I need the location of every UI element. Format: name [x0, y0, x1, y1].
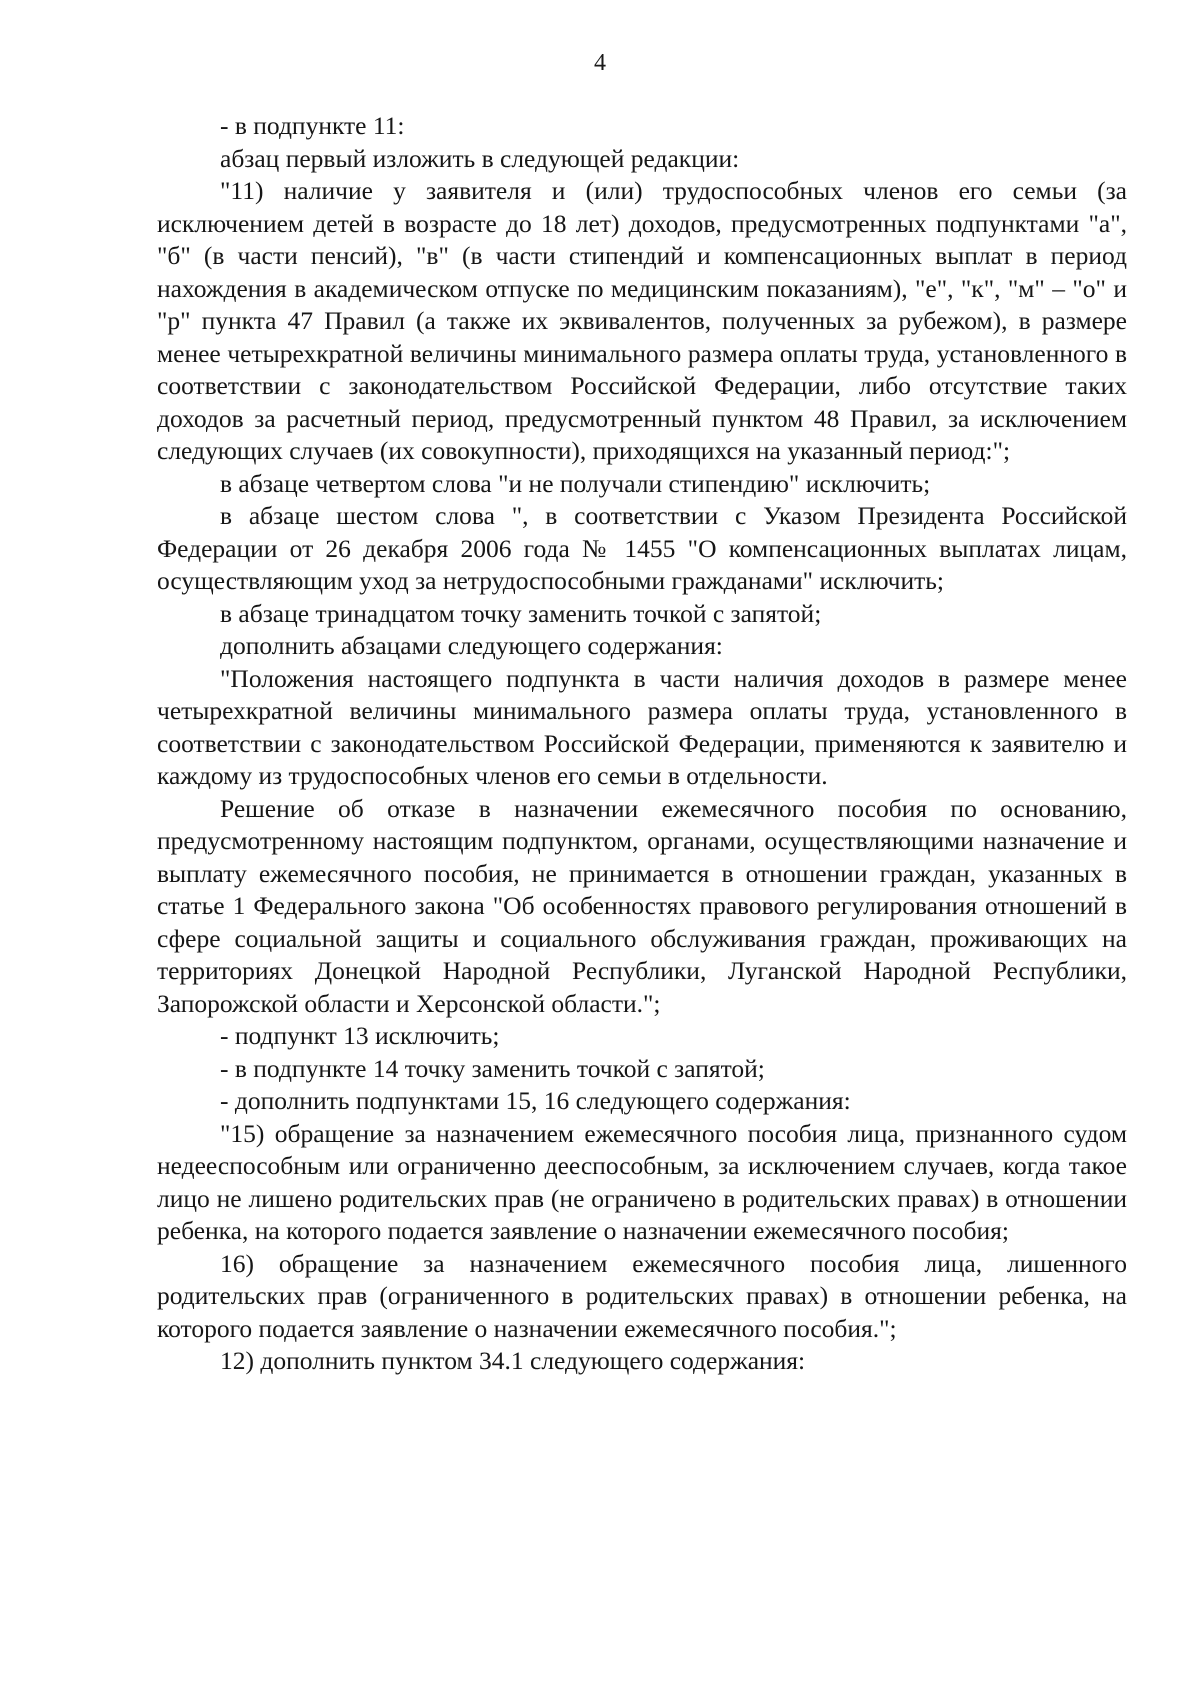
paragraph: в абзаце шестом слова ", в соответствии с Указом Президента Российской Федерации от 26 декабря 2006 года № 1455 "О компенсационных выплатах лицам, осуществляющим уход за нетрудоспособными гражданами" исключить;: [157, 501, 1127, 595]
paragraph: дополнить абзацами следующего содержания:: [220, 631, 723, 660]
paragraph: - дополнить подпунктами 15, 16 следующего содержания:: [220, 1086, 851, 1115]
paragraph: - подпункт 13 исключить;: [220, 1021, 500, 1050]
paragraph: - в подпункте 14 точку заменить точкой с запятой;: [220, 1053, 765, 1083]
document-body: [157, 110, 1127, 1378]
paragraph: 16) обращение за назначением ежемесячного пособия лица, лишенного родительских прав (ограниченного в родительских правах) в отношении ребенка, на которого подается заявление о назначении ежемесячного пособия.";: [157, 1248, 1127, 1343]
page-number: 4: [594, 50, 606, 76]
paragraph: Решение об отказе в назначении ежемесячного пособия по основанию, предусмотренному настоящим подпунктом, органами, осуществляющими назначение и выплату ежемесячного пособия, не принимается в отношении граждан, указанных в статье 1 Федерального закона "Об особенностях правового регулирования отношений в сфере социальной защиты и социального обслуживания граждан, проживающих на территориях Донецкой Народной Республики, Луганской Народной Республики, Запорожской области и Херсонской области.";: [157, 793, 1127, 1018]
paragraph: в абзаце четвертом слова "и не получали стипендию" исключить;: [220, 468, 931, 498]
paragraph: в абзаце тринадцатом точку заменить точкой с запятой;: [220, 598, 822, 628]
paragraph: "15) обращение за назначением ежемесячного пособия лица, признанного судом недееспособным или ограниченно дееспособным, за исключением случаев, когда такое лицо не лишено родительских прав (не ограничено в родительских правах) в отношении ребенка, на которого подается заявление о назначении ежемесячного пособия;: [157, 1118, 1127, 1245]
paragraph: - в подпункте 11:: [220, 111, 405, 140]
paragraph: 12) дополнить пунктом 34.1 следующего содержания:: [220, 1346, 806, 1375]
paragraph: "Положения настоящего подпункта в части наличия доходов в размере менее четырехкратной величины минимального размера оплаты труда, установленного в соответствии с законодательством Российской Федерации, применяются к заявителю и каждому из трудоспособных членов его семьи в отдельности.: [157, 663, 1127, 790]
paragraph: "11) наличие у заявителя и (или) трудоспособных членов его семьи (за исключением детей в возрасте до 18 лет) доходов, предусмотренных подпунктами "а", "б" (в части пенсий), "в" (в части стипендий и компенсационных выплат в период нахождения в академическом отпуске по медицинским показаниям), "е", "к", "м" – "о" и "р" пункта 47 Правил (а также их эквивалентов, полученных за рубежом), в размере менее четырехкратной величины минимального размера оплаты труда, установленного в соответствии с законодательством Российской Федерации, либо отсутствие таких доходов за расчетный период, предусмотренный пунктом 48 Правил, за исключением следующих случаев (их совокупности), приходящихся на указанный период:";: [157, 176, 1127, 465]
paragraph: абзац первый изложить в следующей редакции:: [220, 143, 740, 173]
